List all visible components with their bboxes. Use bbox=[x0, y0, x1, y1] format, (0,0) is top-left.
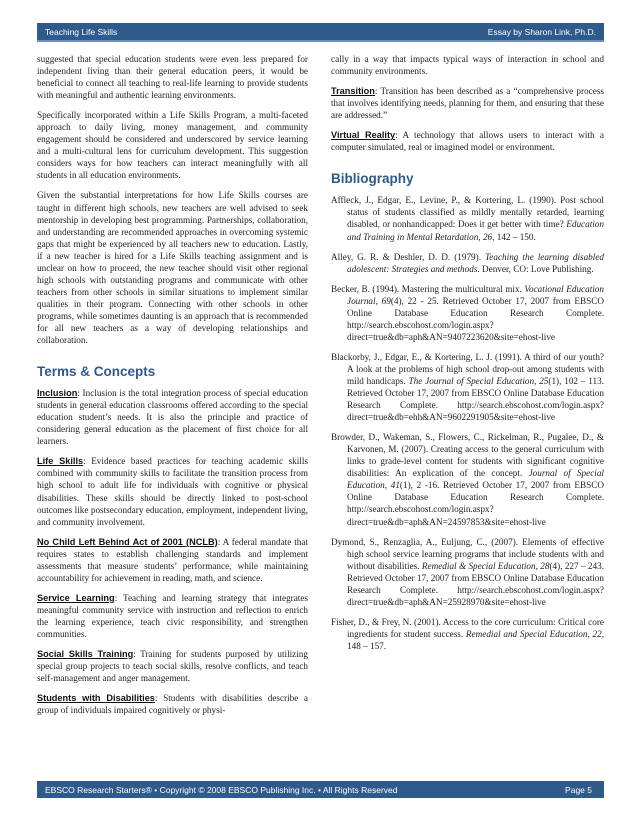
citation-details: , 142 – 150. bbox=[492, 231, 536, 242]
page-footer-bar bbox=[37, 781, 604, 798]
term-definition bbox=[37, 455, 308, 527]
bibliography-entry bbox=[331, 431, 604, 527]
bibliography-entry bbox=[331, 351, 604, 423]
term-text: : Evidence based practices for teaching academic skills combined with community skills to facilitate the transition process from high school to adult life for individuals with cognitive or physical disabilities. These skills should be directly linked to post-school outcomes like postsecondary education, employment, independent living, and community involvement. bbox=[37, 456, 308, 527]
footer-copyright: EBSCO Research Starters® • Copyright © 2008 EBSCO Publishing Inc. • All Rights Reserved bbox=[45, 785, 398, 795]
terms-heading: Terms & Concepts bbox=[37, 364, 156, 380]
header-rule bbox=[37, 40, 604, 42]
term-text: : Teaching and learning strategy that integrates meaningful community service with instruction and reflection to enrich the learning experience, teach civic responsibility, and strengthen communities. bbox=[37, 592, 309, 639]
term-label: No Child Left Behind Act of 2001 (NCLB) bbox=[37, 536, 218, 547]
citation-details: , 148 – 157. bbox=[347, 628, 604, 651]
citation-text: Browder, D., Wakeman, S., Flowers, C., Rickelman, R., Pugalee, D., & Karvonen, M. (2007). Creating access to the general curriculum with links to grade-level content for students with significant cognitive disabilities: An explication of the concept. bbox=[331, 432, 604, 479]
bibliography-heading: Bibliography bbox=[331, 171, 414, 187]
citation-details: (1), 102 – 113. Retrieved October 17, 2007 from EBSCO Online Database Education Research Complete. http://search.ebscohost.com/login.aspx?direct=true&db=ehh&AN=9602291905&site=ehost-live bbox=[347, 375, 604, 423]
page-header-bar bbox=[37, 23, 604, 40]
citation-text: Becker, B. (1994). Mastering the multicultural mix. bbox=[331, 283, 525, 294]
bibliography-entry bbox=[331, 251, 604, 275]
citation-details: (1), 2 -16. Retrieved October 17, 2007 from EBSCO Online Database Education Research Complete. http://search.ebscohost.com/login.aspx?direct=true&db=aph&AN=24597853&site=ehost-live bbox=[347, 480, 604, 527]
citation-source: Teaching the learning disabled adolescent: Strategies and methods bbox=[347, 251, 604, 274]
term-label: Virtual Reality bbox=[331, 130, 396, 141]
bibliography-entry bbox=[331, 536, 604, 608]
term-label: Social Skills Training bbox=[37, 649, 134, 660]
citation-text: Alley, G. R. & Deshler, D. D. (1979). bbox=[331, 251, 486, 262]
term-definition bbox=[331, 85, 604, 121]
term-definition bbox=[37, 692, 308, 716]
term-text: : A federal mandate that requires states to establish challenging standards and implement assessments that measure students’ performance, while maintaining accountability for achievement in reading, math, and science. bbox=[37, 536, 308, 583]
term-text: : Students with disabilities describe a group of individuals impaired cognitively or physi- bbox=[37, 693, 308, 716]
citation-details: . Denver, CO: Love Publishing. bbox=[477, 263, 594, 274]
citation-source: Journal of Special Education, 41 bbox=[347, 468, 604, 491]
citation-source: Education and Training in Mental Retardation, 26 bbox=[347, 219, 604, 242]
citation-text: Fisher, D., & Frey, N. (2001). Access to the core curriculum: Critical core ingredients for student success. bbox=[331, 616, 604, 639]
term-definition bbox=[331, 129, 604, 153]
page-number: Page 5 bbox=[565, 785, 592, 795]
term-label: Life Skills bbox=[37, 456, 84, 467]
term-label: Inclusion bbox=[37, 388, 78, 399]
term-definition bbox=[37, 592, 308, 640]
term-definition bbox=[37, 387, 308, 447]
term-label: Students with Disabilities bbox=[37, 693, 155, 704]
body-paragraph: cally in a way that impacts typical ways of interaction in school and community environments. bbox=[331, 54, 604, 77]
term-definition bbox=[37, 648, 308, 684]
citation-text: Blackorby, J., Edgar, E., & Kortering, L. J. (1991). A third of our youth? A look at the problems of high school drop-out among students with mild handicaps. bbox=[331, 351, 604, 386]
left-column bbox=[37, 53, 308, 724]
bibliography-entry bbox=[331, 283, 604, 343]
citation-source: Vocational Education Journal, 69 bbox=[347, 283, 604, 306]
term-definition bbox=[37, 536, 308, 584]
term-label: Service Learning bbox=[37, 592, 115, 603]
citation-text: Dymond, S., Renzaglia, A., Euljung, C., (2007). Elements of effective high school service learning programs that include students with and without disabilities. bbox=[331, 536, 604, 571]
citation-source: Remedial and Special Education, 22 bbox=[465, 628, 602, 639]
header-right-author: Essay by Sharon Link, Ph.D. bbox=[487, 27, 596, 37]
body-paragraph: Given the substantial interpretations for how Life Skills courses are taught in different high schools, new teachers are well advised to seek mentorship in developing best programming. Partnerships, collaboration, and understanding are recommended approaches in overcoming systemic gaps that might be experienced by all teachers new to education. Lastly, if a new teacher is hired for a Life Skills teaching assignment and is unclear on how to proceed, the new teacher should visit other regional high schools with outstanding programs and communicate with other teachers from other schools in similar situations to implement similar qualities in their program. Connecting with other schools in other programs, while sometimes daunting is an approach that is recommended for all new teachers as a way of developing relationships and collaboration. bbox=[37, 190, 308, 346]
bibliography-entry bbox=[331, 194, 604, 242]
term-text: : Inclusion is the total integration process of special education students in general education classrooms offered according to the special education student’s needs. It is also the principle and practice of considering general education as the placement of first choice for all learners. bbox=[37, 388, 308, 447]
citation-details: (4), 227 – 243. Retrieved October 17, 2007 from EBSCO Online Database Education Research Complete. http://search.ebscohost.com/login.aspx?direct=true&db=aph&AN=25928970&site=ehost-live bbox=[347, 560, 604, 607]
term-label: Transition bbox=[331, 86, 375, 97]
term-text: : A technology that allows users to interact with a computer simulated, real or imagined model or environment. bbox=[331, 130, 604, 153]
citation-text: Affleck, J., Edgar, E., Levine, P., & Kortering, L. (1990). Post school status of students classified as mildly mentally retarded, learning disabled, or nonhandicapped: Does it get better with time? bbox=[331, 195, 604, 230]
citation-details: (4), 22 - 25. Retrieved October 17, 2007 from EBSCO Online Database Education Research Complete. http://search.ebscohost.com/login.aspx?direct=true&db=aph&AN=9407223620&site=ehost-live bbox=[347, 295, 604, 342]
term-text: : Transition has been described as a “comprehensive process that involves identifying needs, planning for them, and ensuring that these are addressed.” bbox=[331, 86, 604, 121]
body-paragraph: suggested that special education students were even less prepared for independent living than their general education peers, it would be beneficial to connect all teaching to real-life learning to provide students with meaningful and authentic learning environments. bbox=[37, 54, 308, 101]
right-column bbox=[331, 53, 604, 660]
header-left-title: Teaching Life Skills bbox=[45, 27, 118, 37]
citation-source: The Journal of Special Education, 25 bbox=[408, 375, 549, 386]
bibliography-entry bbox=[331, 616, 604, 652]
citation-source: Remedial & Special Education, 28 bbox=[421, 560, 550, 571]
term-text: : Training for students purposed by utilizing special group projects to teach social skills, resolve conflicts, and teach self-management and anger management. bbox=[37, 649, 308, 684]
body-paragraph: Specifically incorporated within a Life Skills Program, a multi-faceted approach to daily living, money management, and community engagement should be considered and underscored by service learning and a multi-cultural lens for curriculum development. This suggestion considers ways for how teachers can interact meaningfully with all students in all education environments. bbox=[37, 110, 308, 181]
